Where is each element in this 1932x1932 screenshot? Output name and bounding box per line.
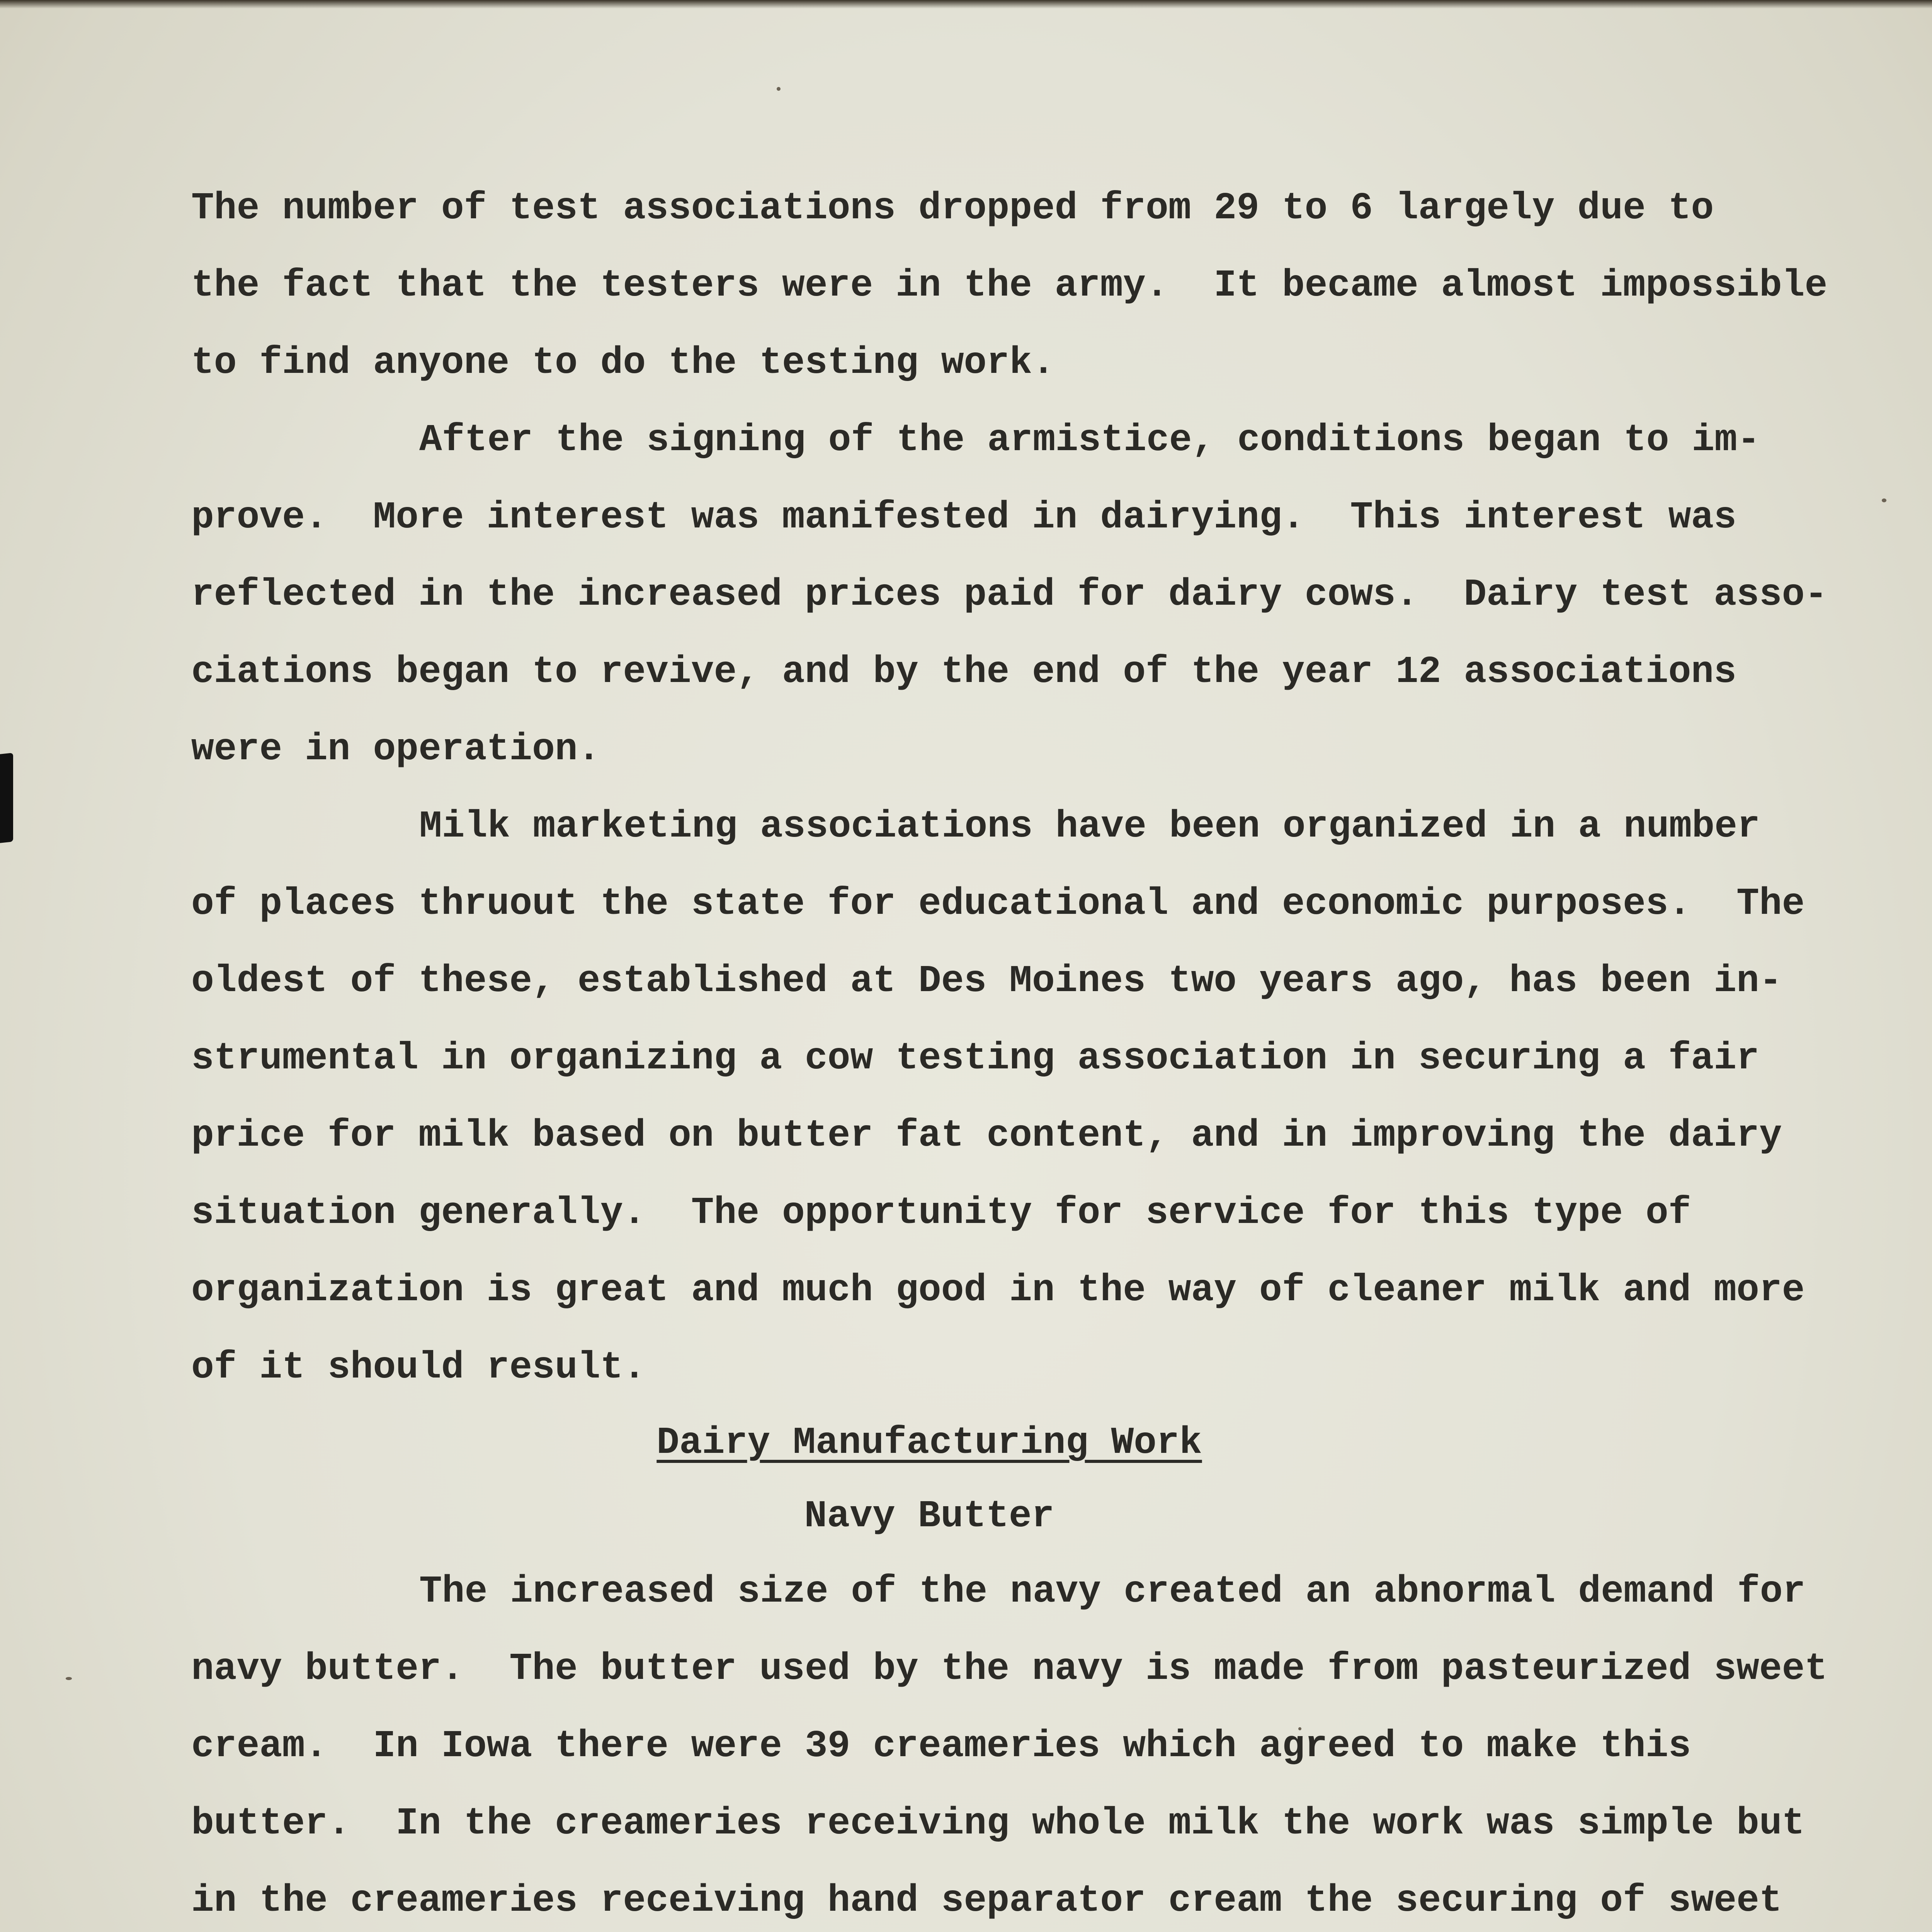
text-line: to find anyone to do the testing work. — [191, 342, 1055, 384]
binding-clip-mark — [0, 753, 13, 843]
text-line: After the signing of the armistice, conditions began to im- — [419, 419, 1760, 462]
text-line: The increased size of the navy created an abnormal demand for — [419, 1570, 1806, 1613]
paragraph-navy-butter — [191, 1553, 1853, 1932]
paper-speck — [1882, 498, 1886, 502]
paper-speck — [66, 1677, 72, 1680]
paragraph-test-associations — [191, 170, 1853, 402]
paragraph-armistice — [191, 402, 1853, 788]
text-line: strumental in organizing a cow testing association in securing a fair — [191, 1037, 1759, 1080]
document-body — [191, 170, 1853, 1932]
text-line: prove. More interest was manifested in dairying. This interest was — [191, 496, 1737, 539]
text-line: in the creameries receiving hand separator cream the securing of sweet — [191, 1879, 1782, 1922]
section-heading — [191, 1406, 1667, 1480]
text-line: butter. In the creameries receiving whole milk the work was simple but — [191, 1802, 1805, 1845]
text-line: of places thruout the state for educational and economic purposes. The — [191, 883, 1805, 925]
text-line: oldest of these, established at Des Moines two years ago, has been in- — [191, 960, 1782, 1003]
page-top-edge — [0, 0, 1932, 9]
text-line: of it should result. — [191, 1346, 646, 1389]
text-line: The number of test associations dropped from 29 to 6 largely due to — [191, 187, 1714, 230]
text-line: situation generally. The opportunity for service for this type of — [191, 1192, 1691, 1235]
subheading: Navy Butter — [804, 1495, 1054, 1538]
paper-speck — [777, 87, 781, 91]
text-line: were in operation. — [191, 728, 600, 771]
text-line: reflected in the increased prices paid for dairy cows. Dairy test asso- — [191, 573, 1828, 616]
paragraph-milk-marketing — [191, 788, 1853, 1406]
text-line: ciations began to revive, and by the end of the year 12 associations — [191, 651, 1737, 694]
text-line: Milk marketing associations have been organized in a number — [419, 805, 1760, 848]
text-line: cream. In Iowa there were 39 creameries which agreed to make this — [191, 1725, 1691, 1768]
section-heading-text: Dairy Manufacturing Work — [656, 1422, 1202, 1464]
text-line: navy butter. The butter used by the navy is made from pasteurized sweet — [191, 1648, 1828, 1690]
text-line: the fact that the testers were in the army. It became almost impossible — [191, 264, 1828, 307]
text-line: organization is great and much good in the way of cleaner milk and more — [191, 1269, 1805, 1312]
text-line: price for milk based on butter fat content, and in improving the dairy — [191, 1114, 1782, 1157]
